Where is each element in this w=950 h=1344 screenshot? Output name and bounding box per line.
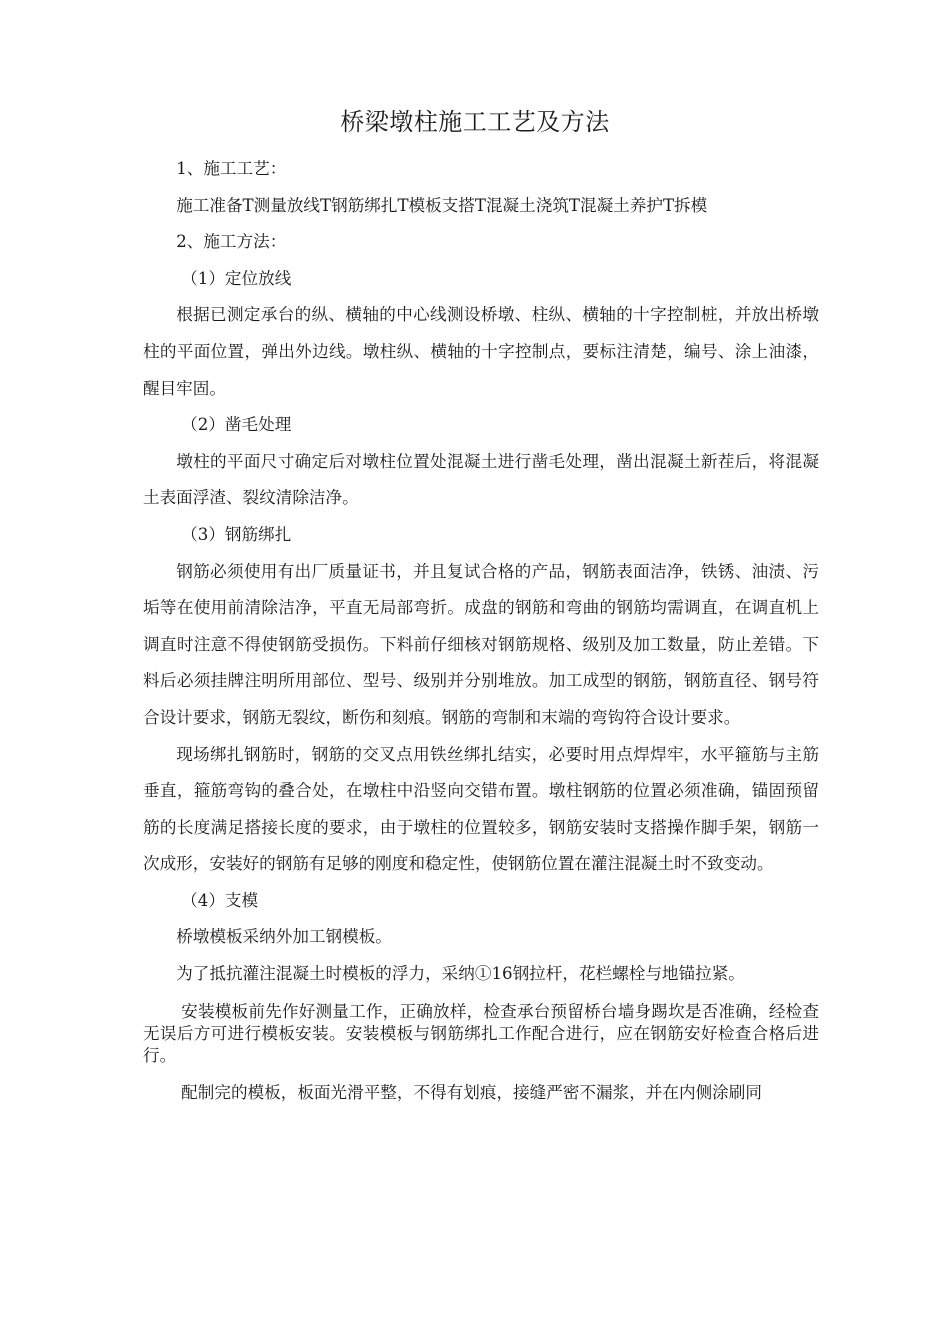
subheading-formwork: （4）支模 (181, 890, 259, 910)
paragraph-formwork-2: 为了抵抗灌注混凝土时模板的浮力，采纳①16钢拉杆，花栏螺栓与地锚拉紧。 (176, 964, 745, 984)
section-heading-methods: 2、施工方法： (176, 232, 287, 252)
subheading-rebar: （3）钢筋绑扎 (181, 524, 292, 544)
section-heading-process: 1、施工工艺： (176, 159, 287, 178)
document-title: 桥梁墩柱施工工艺及方法 (340, 108, 610, 136)
paragraph-formwork-3: 安装模板前先作好测量工作，正确放样，检查承台预留桥台墙身踢坎是否准确，经检查无误后方可进行模板安装。安装模板与钢筋绑扎工作配合进行，应在钢筋安好检查合格后进行。 (143, 1001, 819, 1065)
process-flow-line: 施工准备T测量放线T钢筋绑扎T模板支搭T混凝土浇筑T混凝土养护T拆模 (176, 195, 708, 215)
paragraph-formwork-4: 配制完的模板，板面光滑平整，不得有划痕，接缝严密不漏浆，并在内侧涂刷同 (181, 1082, 762, 1102)
paragraph-rebar-1: 钢筋必须使用有出厂质量证书，并且复试合格的产品，钢筋表面洁净，铁锈、油渍、污垢等在使用前清除洁净，平直无局部弯折。成盘的钢筋和弯曲的钢筋均需调直，在调直机上调直时注意不得使钢筋受损伤。下料前仔细核对钢筋规格、级别及加工数量，防止差错。下料后必须挂牌注明所用部位、型号、级别并分别堆放。加工成型的钢筋，钢筋直径、钢号符合设计要求，钢筋无裂纹，断伤和刻痕。钢筋的弯制和末端的弯钩符合设计要求。 (143, 561, 819, 727)
subheading-positioning: （1）定位放线 (181, 268, 292, 288)
paragraph-formwork-1: 桥墩模板采纳外加工钢模板。 (176, 927, 392, 947)
paragraph-chiseling: 墩柱的平面尺寸确定后对墩柱位置处混凝土进行凿毛处理，凿出混凝土新茬后，将混凝土表面浮渣、裂纹清除洁净。 (143, 451, 819, 508)
paragraph-rebar-2: 现场绑扎钢筋时，钢筋的交叉点用铁丝绑扎结实，必要时用点焊焊牢，水平箍筋与主筋垂直，箍筋弯钩的叠合处，在墩柱中沿竖向交错布置。墩柱钢筋的位置必须准确，锚固预留筋的长度满足搭接长度的要求，由于墩柱的位置较多，钢筋安装时支搭操作脚手架，钢筋一次成形，安装好的钢筋有足够的刚度和稳定性，使钢筋位置在灌注混凝土时不致变动。 (143, 744, 819, 874)
paragraph-positioning: 根据已测定承台的纵、横轴的中心线测设桥墩、柱纵、横轴的十字控制桩，并放出桥墩柱的平面位置，弹出外边线。墩柱纵、横轴的十字控制点，要标注清楚，编号、涂上油漆，醒目牢固。 (143, 305, 819, 398)
subheading-chiseling: （2）凿毛处理 (181, 415, 292, 435)
document-body (143, 151, 819, 1111)
